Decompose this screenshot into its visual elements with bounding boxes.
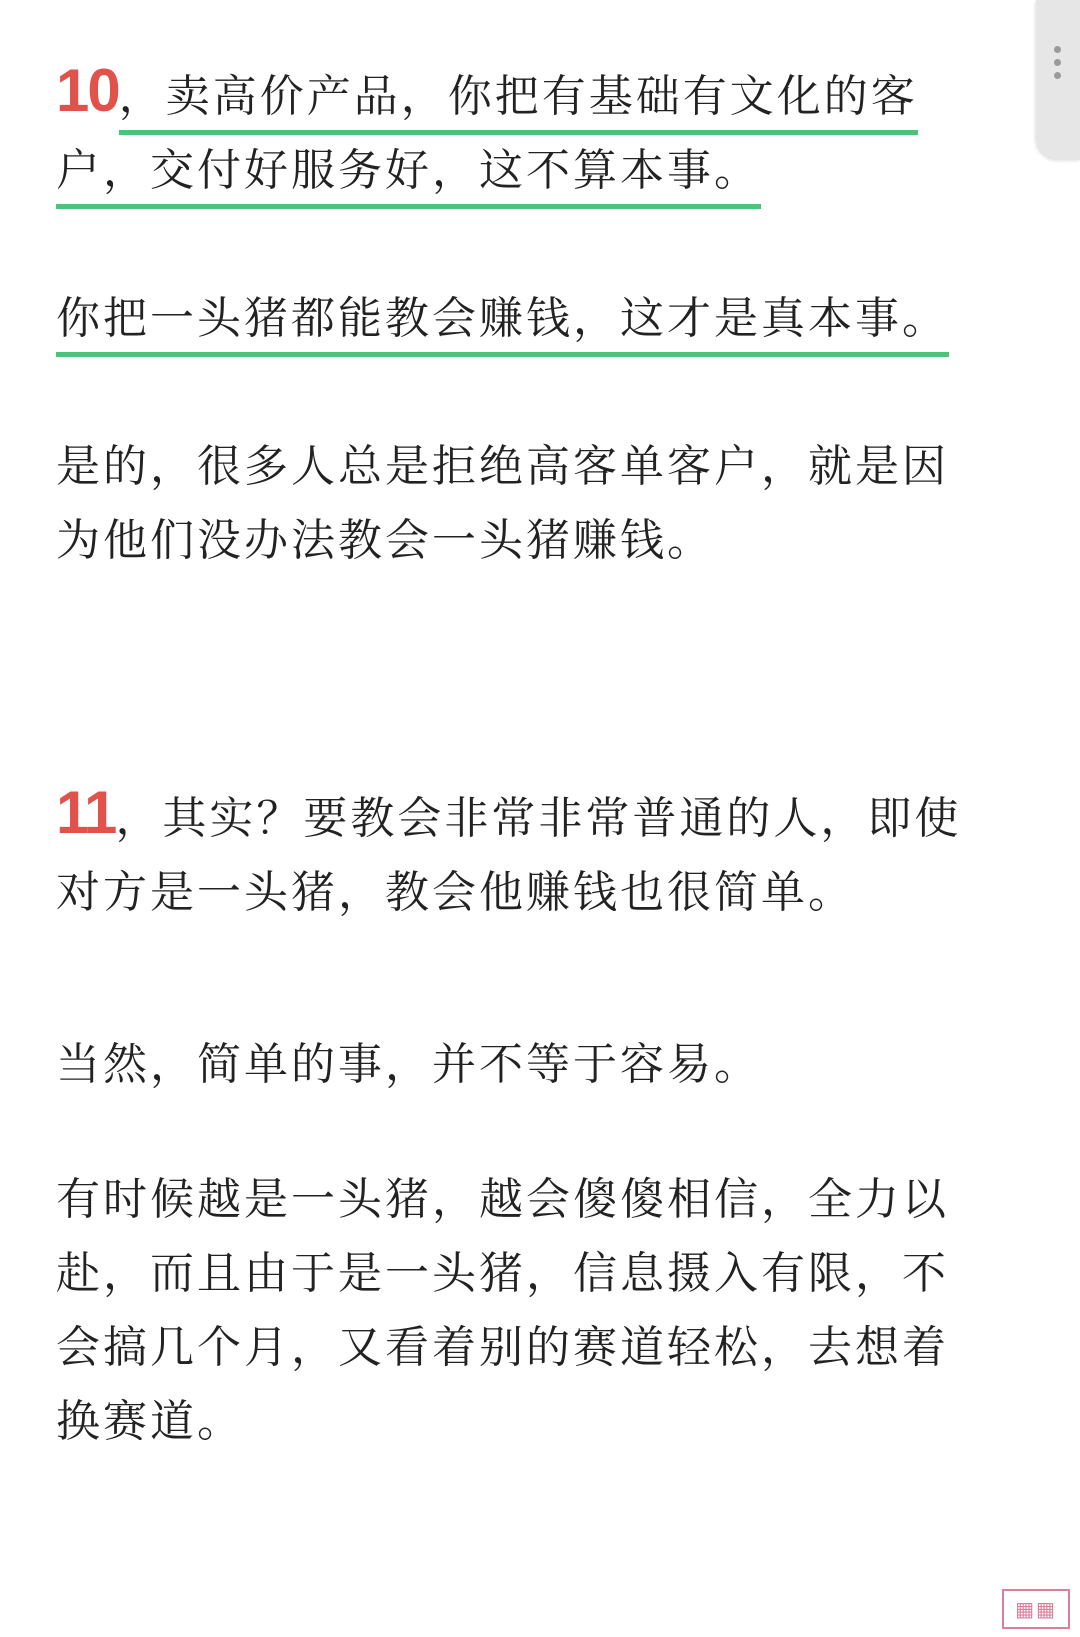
item-number-11: 11 <box>56 779 116 846</box>
paragraph-high-ticket-line-1: 是的，很多人总是拒绝高客单客户，就是因 <box>56 441 949 492</box>
paragraph-11 <box>56 776 1026 930</box>
paragraph-11-line-2: 对方是一头猪，教会他赚钱也很简单。 <box>56 867 855 918</box>
paragraph-all-in-line-1: 有时候越是一头猪，越会傻傻相信，全力以 <box>56 1174 949 1225</box>
paragraph-all-in <box>56 1163 1026 1459</box>
paragraph-simple-not-easy <box>56 1028 1026 1102</box>
paragraph-all-in-line-3: 会搞几个月，又看着别的赛道轻松，去想着 <box>56 1322 949 1373</box>
highlight-text-1: ，卖高价产品，你把有基础有文化的客 <box>119 71 918 135</box>
paragraph-10 <box>56 54 1026 208</box>
highlight-text-2: 户，交付好服务好，这不算本事。 <box>56 145 761 209</box>
paragraph-11-line-1 <box>56 776 1026 856</box>
scroll-handle[interactable] <box>1036 0 1080 160</box>
paragraph-11-text-1: ，其实？要教会非常非常普通的人，即使 <box>115 793 962 844</box>
paragraph-10-line-1 <box>56 54 1026 134</box>
watermark-stamp: ▦▦ <box>1002 1589 1070 1629</box>
paragraph-simple-not-easy-line: 当然，简单的事，并不等于容易。 <box>56 1039 761 1090</box>
paragraph-high-ticket <box>56 430 1026 578</box>
paragraph-real-skill <box>56 282 1026 356</box>
paragraph-10-line-2 <box>56 134 1026 208</box>
paragraph-all-in-line-2: 赴，而且由于是一头猪，信息摄入有限，不 <box>56 1248 949 1299</box>
paragraph-all-in-line-4: 换赛道。 <box>56 1396 244 1447</box>
item-number-10: 10 <box>56 57 119 124</box>
highlight-text-3: 你把一头猪都能教会赚钱，这才是真本事。 <box>56 293 949 357</box>
paragraph-high-ticket-line-2: 为他们没办法教会一头猪赚钱。 <box>56 515 714 566</box>
more-vertical-icon <box>1054 46 1062 85</box>
paragraph-real-skill-line <box>56 282 1026 356</box>
